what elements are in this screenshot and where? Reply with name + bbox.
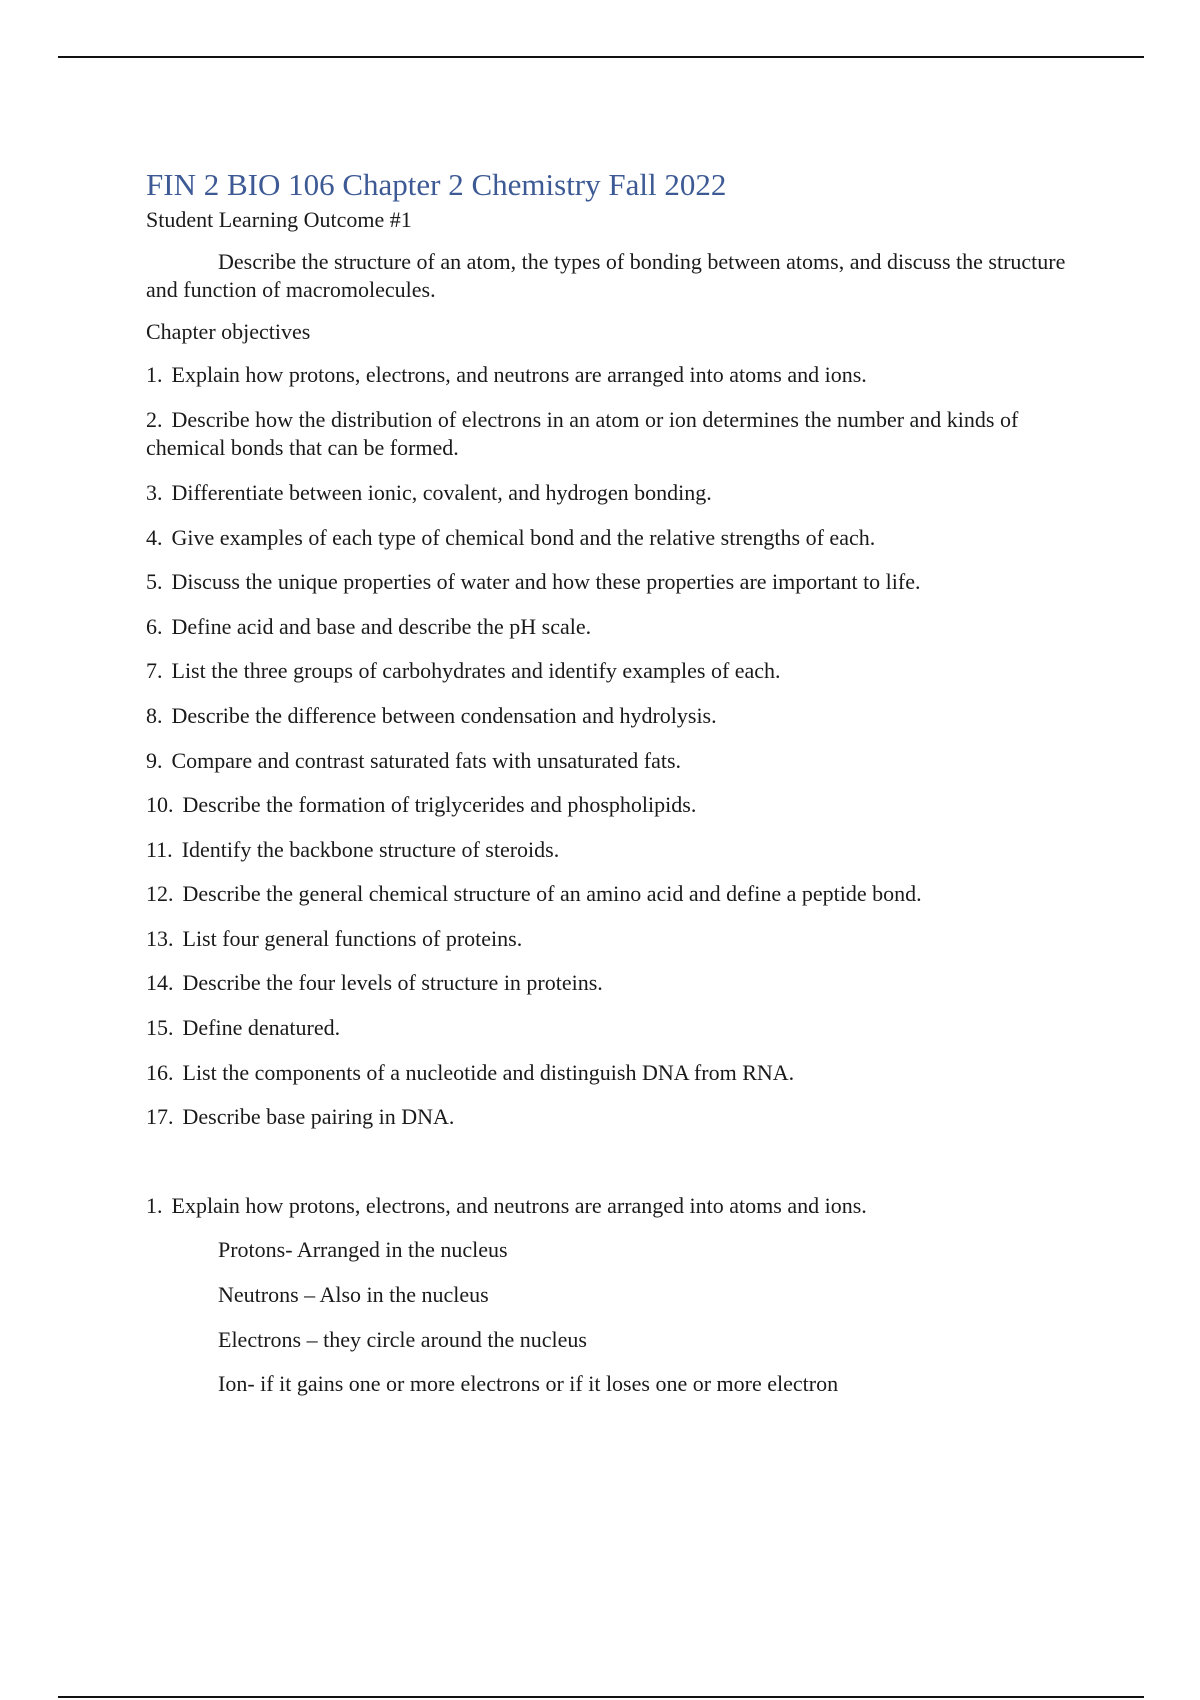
objective-text: Define denatured. (182, 1015, 341, 1041)
objective-text: Explain how protons, electrons, and neutrons are arranged into atoms and ions. (171, 362, 867, 388)
objective-text: Discuss the unique properties of water and how these properties are important to life. (171, 569, 921, 595)
objectives-list (146, 361, 1086, 1132)
objective-number: 5. (146, 569, 163, 595)
document-title: FIN 2 BIO 106 Chapter 2 Chemistry Fall 2022 (146, 167, 727, 202)
objective-text: Describe the difference between condensation and hydrolysis. (171, 702, 717, 728)
bottom-rule (58, 1696, 1144, 1698)
answer-number: 1. (146, 1192, 163, 1218)
objective-number: 16. (146, 1059, 174, 1085)
objective-number: 10. (146, 792, 174, 818)
objective-item (146, 836, 1086, 865)
objective-text: List the three groups of carbohydrates and identify examples of each. (171, 658, 781, 684)
answer-section (146, 1192, 1086, 1399)
answer-line: Protons- Arranged in the nucleus (218, 1237, 508, 1263)
objective-item (146, 791, 1086, 820)
objective-item (146, 406, 1086, 463)
objective-text: Compare and contrast saturated fats with unsaturated fats. (171, 747, 682, 773)
objective-text: Define acid and base and describe the pH scale. (171, 613, 592, 639)
objective-number: 14. (146, 970, 174, 996)
objective-number: 13. (146, 925, 174, 951)
objective-item (146, 479, 1086, 508)
objective-number: 2. (146, 406, 163, 432)
objective-item (146, 925, 1086, 954)
learning-outcome: Student Learning Outcome #1 (146, 207, 412, 233)
objective-text: Describe the general chemical structure of an amino acid and define a peptide bond. (182, 881, 922, 907)
objective-text: List four general functions of proteins. (182, 925, 523, 951)
objective-text: List the components of a nucleotide and distinguish DNA from RNA. (182, 1059, 795, 1085)
objective-item (146, 613, 1086, 642)
objective-number: 12. (146, 881, 174, 907)
answer-line: Electrons – they circle around the nucleus (218, 1326, 587, 1352)
objective-text: Describe how the distribution of electrons in an atom or ion determines the number and kinds of chemical bonds that can be formed. (146, 406, 1019, 461)
objective-number: 4. (146, 524, 163, 550)
objective-number: 7. (146, 658, 163, 684)
objective-item (146, 361, 1086, 390)
objective-number: 17. (146, 1104, 174, 1130)
objective-item (146, 880, 1086, 909)
answer-line: Ion- if it gains one or more electrons or if it loses one or more electron (218, 1371, 839, 1397)
objective-text: Identify the backbone structure of steroids. (181, 836, 560, 862)
objectives-heading: Chapter objectives (146, 318, 311, 344)
objective-item (146, 657, 1086, 686)
answer-question (146, 1192, 1086, 1221)
answer-line: Neutrons – Also in the nucleus (218, 1282, 489, 1308)
objective-item (146, 1103, 1086, 1132)
answer-question-text: Explain how protons, electrons, and neutrons are arranged into atoms and ions. (171, 1192, 867, 1218)
objective-text: Describe base pairing in DNA. (182, 1104, 455, 1130)
objective-number: 8. (146, 702, 163, 728)
top-rule (58, 56, 1144, 58)
objective-item (146, 568, 1086, 597)
objective-item (146, 524, 1086, 553)
objective-number: 9. (146, 747, 163, 773)
objective-number: 3. (146, 479, 163, 505)
objective-text: Differentiate between ionic, covalent, and hydrogen bonding. (171, 479, 712, 505)
objective-number: 15. (146, 1015, 174, 1041)
objective-text: Describe the four levels of structure in proteins. (182, 970, 603, 996)
objective-text: Give examples of each type of chemical bond and the relative strengths of each. (171, 524, 876, 550)
objective-item (146, 1014, 1086, 1043)
objective-item (146, 1059, 1086, 1088)
objective-number: 6. (146, 613, 163, 639)
objective-item (146, 747, 1086, 776)
outcome-description: Describe the structure of an atom, the types of bonding between atoms, and discuss the structure and function of macromolecules. (146, 248, 1066, 303)
objective-item (146, 702, 1086, 731)
objective-item (146, 969, 1086, 998)
objective-text: Describe the formation of triglycerides and phospholipids. (182, 792, 697, 818)
document-body (146, 166, 1086, 1415)
objective-number: 1. (146, 362, 163, 388)
objective-number: 11. (146, 836, 173, 862)
